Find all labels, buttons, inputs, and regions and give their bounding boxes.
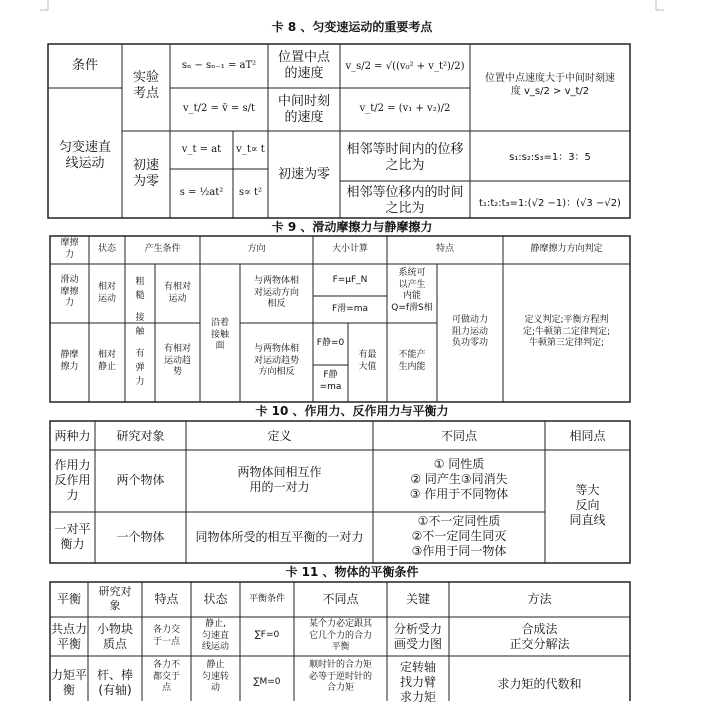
formula-f-mu: F=μF_N [332, 275, 368, 285]
label-zero-initial: 初速 为零 [132, 158, 159, 190]
card8-title: 卡 8 、匀变速运动的重要考点 [271, 20, 433, 34]
concurrent-feature: 各力交 于一点 [152, 625, 180, 647]
header-state: 状态 [97, 244, 116, 254]
card10-title: 卡 10 、作用力、反作用力与平衡力 [255, 404, 449, 418]
header-feature: 特点 [154, 592, 179, 606]
formula-f-ma: F滑=ma [331, 304, 368, 314]
sliding-direction: 与两物体相 对运动方向 相反 [253, 276, 299, 310]
torque-state: 静止 匀速转 动 [201, 660, 229, 694]
balanced-definition: 同物体所受的相互平衡的一对力 [195, 530, 364, 544]
action-reaction-definition: 两物体间相互作 用的一对力 [237, 465, 322, 494]
formula-successive-diff: sₙ − sₙ₋₁ = aT² [181, 60, 257, 71]
condition-column: 粗 糙 接 触 有 弹 力 [135, 277, 145, 387]
static-feature: 不能产 生内能 [398, 350, 426, 372]
label-mid-time-velocity: 中间时刻 的速度 [277, 94, 330, 126]
card9-title: 卡 9 、滑动摩擦力与静摩擦力 [271, 220, 433, 234]
concurrent-state: 静止, 匀速直 线运动 [201, 619, 229, 653]
balanced-differences: ①不一定同性质 ②不一定同生同灭 ③作用于同一物体 [411, 514, 507, 558]
header-method: 方法 [527, 592, 552, 606]
header-friction: 摩擦 力 [60, 238, 79, 260]
action-reaction-object: 两个物体 [116, 473, 165, 487]
formula-mid-position: v_s/2 = √((v₀² + v_t²)/2) [345, 61, 465, 72]
row-label-torque: 力矩平 衡 [50, 668, 87, 697]
formula-avg-velocity: v_t/2 = v̄ = s/t [182, 103, 256, 114]
header-difference: 不同点 [440, 429, 477, 443]
header-key: 关键 [405, 592, 430, 606]
concurrent-object: 小物块 质点 [96, 622, 133, 651]
header-direction: 方向 [247, 244, 266, 254]
header-condition: 条件 [71, 58, 98, 73]
header-object: 研究对 象 [98, 585, 132, 612]
row-label-action-reaction: 作用力 反作用 力 [54, 458, 91, 502]
max-value: 有最 大值 [358, 350, 377, 372]
label-equal-displacement: 相邻等位移内的时间 之比为 [346, 185, 464, 217]
header-difference: 不同点 [322, 592, 359, 606]
header-balance: 平衡 [56, 592, 81, 606]
static-direction: 与两物体相 对运动趋势 方向相反 [253, 344, 299, 378]
formula-vt-at: v_t = at [181, 144, 222, 155]
header-static-judge: 静摩擦力方向判定 [530, 244, 603, 254]
concurrent-condition: ∑F=0 [254, 630, 280, 640]
label-equal-time: 相邻等时间内的位移 之比为 [346, 142, 464, 174]
sliding-condition: 有相对 运动 [163, 282, 191, 304]
header-definition: 定义 [267, 429, 292, 443]
formula-f-zero: F静=0 [316, 338, 345, 348]
sliding-state: 相对 运动 [97, 282, 116, 304]
common-feature: 可做动力 阻力运动 负功零功 [451, 315, 488, 349]
torque-key: 定转轴 找力臂 求力矩 [399, 660, 436, 704]
ratio-equal-displacement: t₁:t₂:t₃=1:(√2 −1)：(√3 −√2) [479, 198, 621, 209]
static-direction-judge: 定义判定;平衡方程判 定;牛顿第二定律判定; 牛顿第三定律判定; [522, 315, 611, 349]
row-label-static: 静摩 擦力 [60, 350, 79, 372]
card11-title: 卡 11 、物体的平衡条件 [285, 565, 419, 579]
formula-mid-time: v_t/2 = (v₁ + v₂)/2 [359, 103, 451, 114]
header-features: 特点 [435, 244, 454, 254]
static-state: 相对 静止 [97, 350, 116, 372]
row-label-concurrent: 共点力 平衡 [50, 622, 87, 651]
header-force-type: 两种力 [54, 429, 91, 443]
torque-condition: ∑M=0 [253, 677, 281, 687]
torque-object: 杆、棒 (有轴) [96, 668, 133, 697]
ratio-equal-time: s₁:s₂:s₃=1：3：5 [509, 152, 591, 163]
concurrent-key: 分析受力 画受力图 [393, 622, 442, 651]
formula-f-ma-static: F静 =ma [319, 370, 342, 392]
static-condition: 有相对 运动趋 势 [163, 344, 191, 378]
header-magnitude: 大小计算 [331, 244, 368, 254]
formula-s-half-at2: s = ½at² [179, 187, 224, 198]
torque-difference: 顺时针的合力矩 必等于逆时针的 合力矩 [308, 660, 372, 694]
balanced-object: 一个物体 [116, 530, 165, 544]
label-zero-initial-2: 初速为零 [277, 167, 330, 182]
formula-s-prop: s∝ t² [238, 187, 263, 198]
torque-feature: 各力不 都交于 点 [152, 660, 180, 694]
header-same: 相同点 [569, 429, 606, 443]
row-label-balanced: 一对平 衡力 [54, 522, 91, 551]
label-mid-position-velocity: 位置中点 的速度 [277, 50, 330, 82]
concurrent-method: 合成法 正交分解法 [509, 622, 570, 651]
note-velocity-compare: 位置中点速度大于中间时刻速 度 v_s/2 > v_t/2 [485, 73, 615, 97]
torque-method: 求力矩的代数和 [497, 677, 582, 691]
label-experiment: 实验 考点 [132, 70, 159, 102]
row-label-uniform-accel: 匀变速直 线运动 [58, 140, 111, 172]
formula-vt-prop: v_t∝ t [236, 144, 265, 155]
header-condition: 平衡条件 [248, 594, 285, 604]
header-object: 研究对象 [116, 429, 165, 443]
header-state: 状态 [203, 592, 228, 606]
row-label-sliding: 滑动 摩擦 力 [60, 275, 79, 309]
header-condition: 产生条件 [144, 244, 181, 254]
concurrent-difference: 某个力必定跟其 它几个力的合力 平衡 [308, 619, 372, 653]
direction-along-surface: 沿着 接触 面 [210, 318, 229, 352]
sliding-feature: 系统可 以产生 内能 Q=f滑S相 [391, 268, 433, 314]
action-reaction-differences: ① 同性质 ② 同产生③同消失 ③ 作用于不同物体 [409, 457, 509, 501]
common-points: 等大 反向 同直线 [569, 483, 606, 527]
